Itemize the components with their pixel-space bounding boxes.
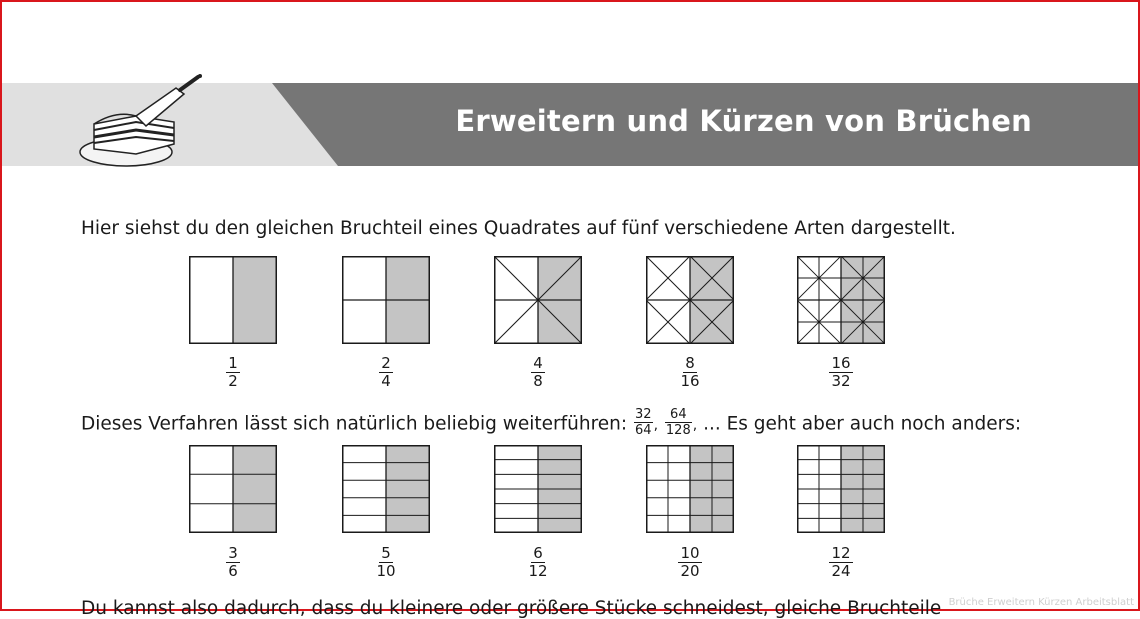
numerator: 12 xyxy=(831,544,851,562)
square-twentieths xyxy=(646,445,734,533)
inline-fraction xyxy=(665,407,692,438)
numerator: 2 xyxy=(381,354,391,372)
fraction-label xyxy=(508,545,568,580)
fraction-label xyxy=(660,545,720,580)
denominator: 128 xyxy=(665,423,691,438)
denominator: 20 xyxy=(680,562,700,580)
square-thirtyseconds xyxy=(797,256,885,344)
denominator: 64 xyxy=(635,423,652,438)
continue-text-before: Dieses Verfahren lässt sich natürlich beliebig weiterführen: xyxy=(81,413,628,435)
bottom-text: Du kannst also dadurch, dass du kleinere oder größere Stücke schneidest, gleiche Bruchteile xyxy=(81,598,942,619)
denominator: 24 xyxy=(831,562,851,580)
numerator: 16 xyxy=(831,354,851,372)
numerator: 6 xyxy=(533,544,543,562)
numerator: 32 xyxy=(635,407,652,422)
square-sixths xyxy=(189,445,277,533)
numerator: 64 xyxy=(665,407,692,423)
fraction-label xyxy=(356,545,416,580)
fraction-label xyxy=(508,355,568,390)
numerator: 3 xyxy=(228,544,238,562)
fraction-label xyxy=(203,545,263,580)
denominator: 6 xyxy=(228,562,238,580)
denominator: 2 xyxy=(228,372,238,390)
fraction-label xyxy=(356,355,416,390)
denominator: 4 xyxy=(381,372,391,390)
square-tenths xyxy=(342,445,430,533)
numerator: 8 xyxy=(685,354,695,372)
fraction-label xyxy=(660,355,720,390)
fraction-label xyxy=(811,545,871,580)
intro-text: Hier siehst du den gleichen Bruchteil eines Quadrates auf fünf verschiedene Arten dargestellt. xyxy=(81,218,956,239)
denominator: 12 xyxy=(528,562,548,580)
watermark: Brüche Erweitern Kürzen Arbeitsblatt xyxy=(948,597,1134,608)
fraction-label xyxy=(203,355,263,390)
square-twentyfourths xyxy=(797,445,885,533)
inline-fraction xyxy=(634,407,653,438)
numerator: 4 xyxy=(533,354,543,372)
fraction-label xyxy=(811,355,871,390)
denominator: 32 xyxy=(831,372,851,390)
denominator: 16 xyxy=(680,372,700,390)
numerator: 1 xyxy=(228,354,238,372)
continue-text: Dieses Verfahren lässt sich natürlich beliebig weiterführen: $\frac{32}{64}$ , $\frac{64}{128}$ , ... Es geht aber auch noch anders: xyxy=(81,407,1022,438)
square-half xyxy=(189,256,277,344)
denominator: 8 xyxy=(533,372,543,390)
square-quarters xyxy=(342,256,430,344)
square-eighths xyxy=(494,256,582,344)
cake-slice-icon xyxy=(76,74,206,174)
continue-text-after: ... Es geht aber auch noch anders: xyxy=(703,413,1022,435)
denominator: 10 xyxy=(376,562,396,580)
numerator: 5 xyxy=(381,544,391,562)
square-sixteenths xyxy=(646,256,734,344)
page-title: Erweitern und Kürzen von Brüchen xyxy=(455,104,1032,138)
square-twelfths xyxy=(494,445,582,533)
numerator: 10 xyxy=(680,544,700,562)
